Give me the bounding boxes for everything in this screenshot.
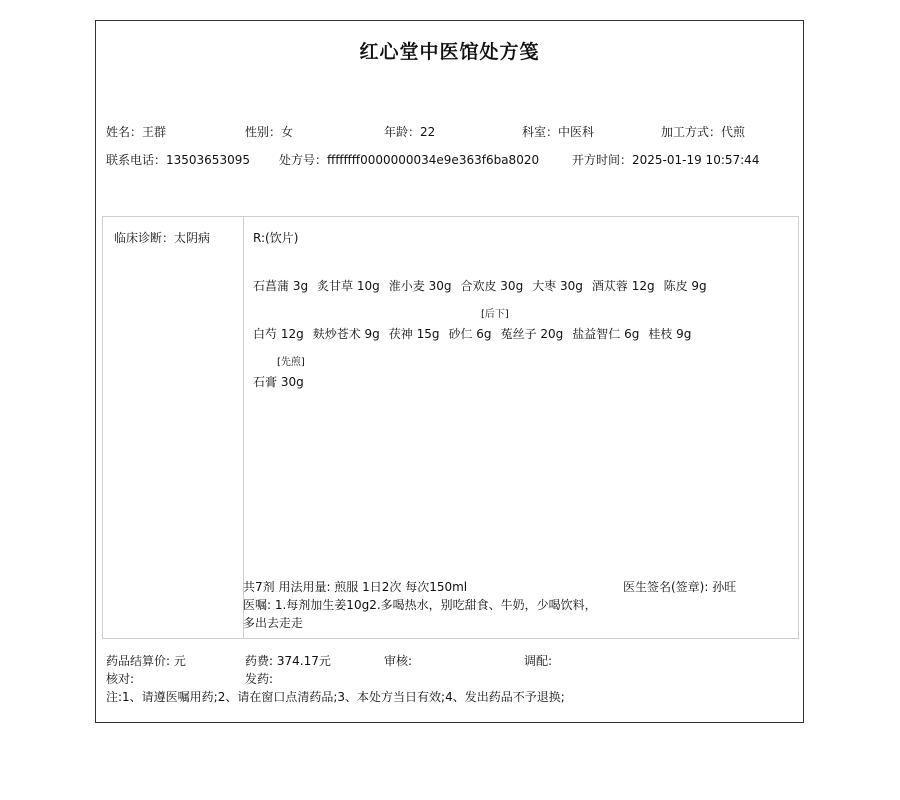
check-field: 核对: — [106, 672, 135, 686]
processing-method: 加工方式：代煎 — [661, 125, 746, 139]
herb-item: 麸炒苍术 9g — [312, 327, 380, 341]
usage-dosage: 共7剂 用法用量: 煎服 1日2次 每次150ml — [243, 580, 468, 594]
herb-item: 砂仁 6g — [448, 327, 492, 341]
column-divider — [243, 217, 244, 638]
prescription-sheet — [95, 20, 804, 723]
herb-item: 盐益智仁 6g — [572, 327, 640, 341]
herb-item: 合欢皮 30g — [460, 279, 524, 293]
doctor-advice-cont: 多出去走走 — [243, 616, 304, 630]
herb-row-3 — [253, 373, 313, 390]
herb-item: 炙甘草 10g — [317, 279, 380, 293]
prescription-box — [102, 216, 799, 639]
herb-row-2 — [253, 325, 700, 342]
rx-label: R:(饮片) — [253, 231, 299, 245]
herb-item: 菟丝子 20g — [500, 327, 564, 341]
drug-fee: 药费: 374.17元 — [245, 654, 331, 668]
doctor-signature: 医生签名(签章): 孙旺 — [623, 580, 737, 594]
herb-item: 桂枝 9g — [648, 327, 692, 341]
herb-item: 陈皮 9g — [663, 279, 707, 293]
doctor-advice: 医嘱: 1.每剂加生姜10g2.多喝热水，别吃甜食、牛奶，少喝饮料， — [243, 598, 597, 612]
footer-note: 注:1、请遵医嘱用药;2、请在窗口点清药品;3、本处方当日有效;4、发出药品不予退换; — [106, 690, 565, 704]
herb-item: 茯神 15g — [388, 327, 440, 341]
herb-row-1 — [253, 277, 716, 294]
note-xianjian: [先煎] — [277, 357, 305, 368]
dispense-prep-field: 调配: — [524, 654, 553, 668]
herb-item: 石菖蒲 3g — [253, 279, 309, 293]
page-title: 红心堂中医馆处方笺 — [359, 41, 540, 63]
clinical-diagnosis: 临床诊断：太阴病 — [114, 231, 211, 245]
herb-item: 白芍 12g — [253, 327, 304, 341]
settlement-price: 药品结算价: 元 — [106, 654, 186, 668]
prescription-number: 处方号：ffffffff0000000034e9e363f6ba8020 — [279, 153, 540, 167]
issue-field: 发药: — [245, 672, 274, 686]
department: 科室：中医科 — [522, 125, 595, 139]
patient-name: 姓名：王群 — [106, 125, 167, 139]
patient-gender: 性别：女 — [245, 125, 294, 139]
patient-phone: 联系电话：13503653095 — [106, 153, 250, 167]
review-field: 审核: — [384, 654, 413, 668]
patient-age: 年龄：22 — [384, 125, 436, 139]
herb-item: 淮小麦 30g — [388, 279, 452, 293]
note-houxia: [后下] — [481, 309, 509, 320]
herb-item: 石膏 30g — [253, 375, 304, 389]
herb-item: 酒苁蓉 12g — [591, 279, 655, 293]
herb-item: 大枣 30g — [532, 279, 583, 293]
prescription-time: 开方时间：2025-01-19 10:57:44 — [572, 153, 760, 167]
